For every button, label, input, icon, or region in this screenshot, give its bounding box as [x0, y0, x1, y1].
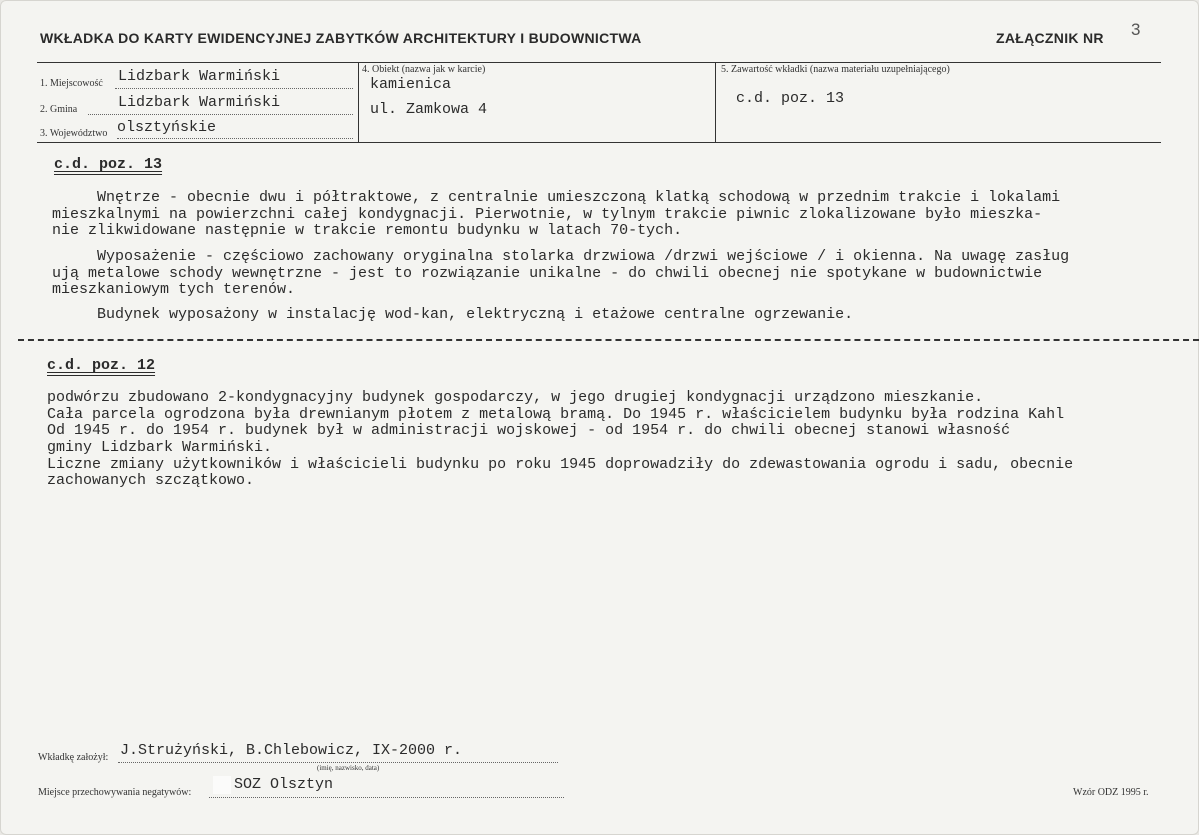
section2-line: podwórzu zbudowano 2-kondygnacyjny budynek gospodarczy, w jego drugiej kondygnacji urządzono mieszkanie. — [47, 389, 984, 406]
locality-dotted-line — [115, 88, 353, 89]
locality-value: Lidzbark Warmiński — [118, 68, 281, 85]
object-value-type: kamienica — [370, 76, 452, 93]
section1-heading: c.d. poz. 13 — [54, 156, 163, 173]
section1-line: mieszkalnymi na powierzchni całej kondygnacji. Pierwotnie, w tylnym trakcie piwnic zlokalizowane było mieszka- — [52, 206, 1043, 223]
object-label: 4. Obiekt (nazwa jak w karcie) — [362, 64, 486, 75]
voivodeship-value: olsztyńskie — [117, 119, 217, 136]
column-divider-1 — [358, 62, 359, 142]
author-value: J.Strużyński, B.Chlebowicz, IX-2000 r. — [120, 742, 463, 759]
annex-number: 3 — [1131, 20, 1141, 39]
section1-line: Wyposażenie - częściowo zachowany oryginalna stolarka drzwiowa /drzwi wejściowe / i okienna. Na uwagę zasług — [52, 248, 1070, 265]
section2-line: Liczne zmiany użytkowników i właścicieli budynku po roku 1945 doprowadziły do zdewastowania ogrodu i sadu, obecnie — [47, 456, 1074, 473]
annex-label: ZAŁĄCZNIK NR — [996, 30, 1104, 46]
locality-label: 1. Miejscowość — [40, 78, 103, 89]
section1-line: nie zlikwidowane następnie w trakcie remontu budynku w latach 70-tych. — [52, 222, 683, 239]
column-divider-2 — [715, 62, 716, 142]
section-separator — [18, 339, 1199, 341]
voivodeship-label: 3. Województwo — [40, 128, 108, 139]
author-dotted-line — [118, 762, 558, 763]
commune-label: 2. Gmina — [40, 104, 78, 115]
commune-value: Lidzbark Warmiński — [118, 94, 281, 111]
table-top-rule — [37, 62, 1161, 63]
white-stamp — [213, 776, 231, 794]
section2-line: gminy Lidzbark Warmiński. — [47, 439, 273, 456]
author-hint: (imię, nazwisko, data) — [317, 764, 380, 772]
negatives-value: SOZ Olsztyn — [234, 776, 334, 793]
section2-line: Cała parcela ogrodzona była drewnianym płotem z metalową bramą. Do 1945 r. właścicielem budynku była rodzina Kahl — [47, 406, 1065, 423]
object-value-address: ul. Zamkowa 4 — [370, 101, 488, 118]
section1-line: Wnętrze - obecnie dwu i półtraktowe, z centralnie umieszczoną klatką schodową w przednim trakcie i lokalami — [52, 189, 1061, 206]
section1-line: ują metalowe schody wewnętrzne - jest to rozwiązanie unikalne - do chwili obecnej nie spotykane w budownictwie — [52, 265, 1043, 282]
author-label: Wkładkę założył: — [38, 752, 109, 763]
section1-line: mieszkaniowym tych terenów. — [52, 281, 296, 298]
negatives-label: Miejsce przechowywania negatywów: — [38, 787, 192, 798]
section2-line: Od 1945 r. do 1954 r. budynek był w administracji wojskowej - od 1954 r. do chwili obecnej stanowi własność — [47, 422, 1011, 439]
contents-label: 5. Zawartość wkładki (nazwa materiału uzupełniającego) — [721, 64, 950, 75]
form-version: Wzór ODZ 1995 r. — [1073, 787, 1149, 798]
form-title: WKŁADKA DO KARTY EWIDENCYJNEJ ZABYTKÓW ARCHITEKTURY I BUDOWNICTWA — [40, 30, 642, 46]
table-bottom-rule — [37, 142, 1161, 143]
commune-dotted-line — [88, 114, 353, 115]
section1-line: Budynek wyposażony w instalację wod-kan, elektryczną i etażowe centralne ogrzewanie. — [52, 306, 854, 323]
voivodeship-dotted-line — [117, 138, 353, 139]
negatives-dotted-line — [209, 797, 564, 798]
contents-value: c.d. poz. 13 — [736, 90, 845, 107]
section2-heading: c.d. poz. 12 — [47, 357, 156, 374]
section2-line: zachowanych szczątkowo. — [47, 472, 255, 489]
